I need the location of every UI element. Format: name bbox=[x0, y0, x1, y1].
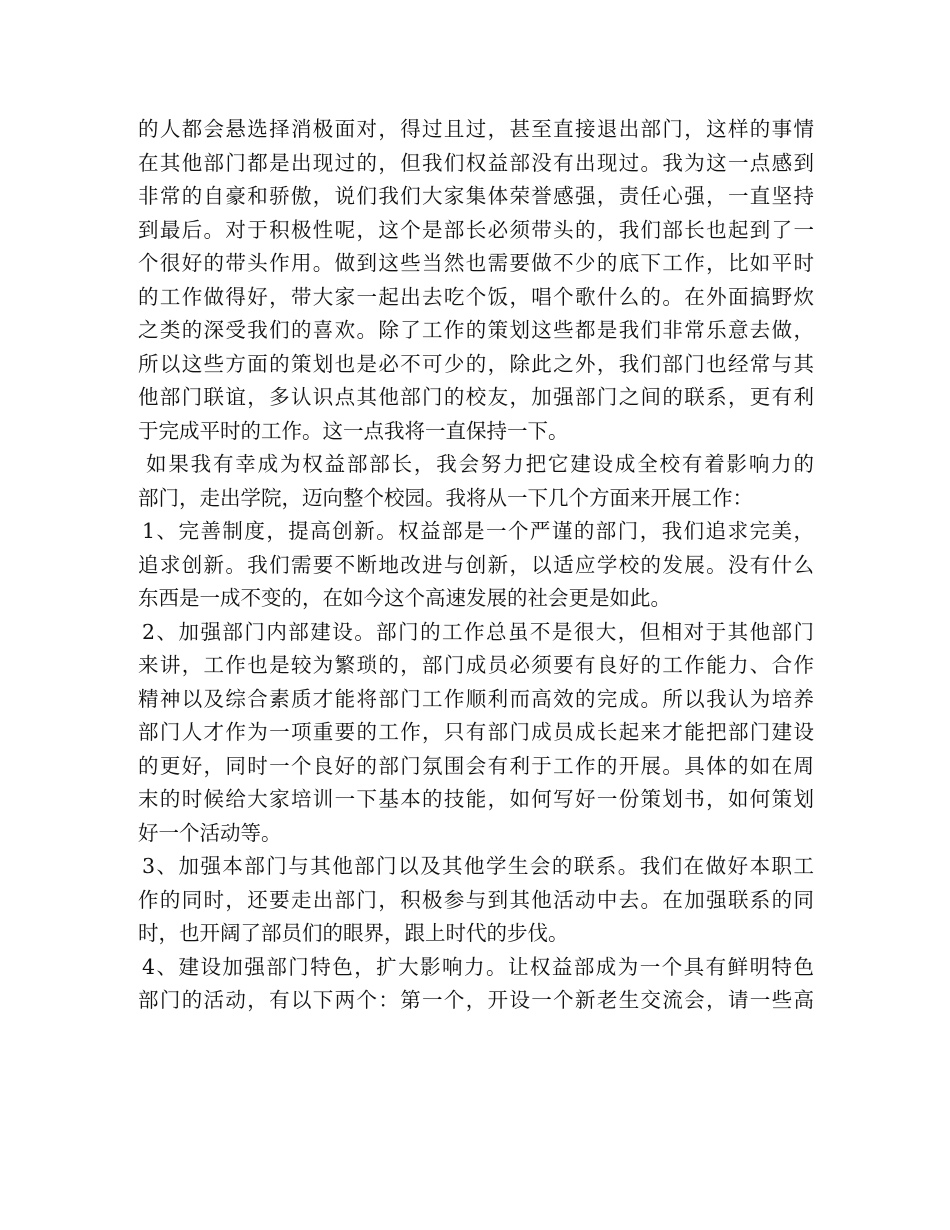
text-line: 个很好的带头作用。做到这些当然也需要做不少的底下工作，比如平时 bbox=[138, 251, 814, 275]
text-line: 到最后。对于积极性呢，这个是部长必须带头的，我们部长也起到了一 bbox=[138, 217, 814, 242]
text-line: 非常的自豪和骄傲，说们我们大家集体荣誉感强，责任心强，一直坚持 bbox=[138, 184, 814, 208]
text-line: 所以这些方面的策划也是必不可少的，除此之外，我们部门也经常与其 bbox=[138, 351, 814, 376]
text-line: 于完成平时的工作。这一点我将一直保持一下。 bbox=[138, 418, 569, 443]
text-line: 时，也开阔了部员们的眼界，跟上时代的步伐。 bbox=[138, 921, 569, 945]
list-item-2-first-line: 2、加强部门内部建设。部门的工作总虽不是很大，但相对于其他部门 bbox=[142, 619, 814, 644]
text-line: 在其他部门都是出现过的，但我们权益部没有出现过。我为这一点感到 bbox=[138, 150, 814, 175]
paragraph-first-line: 如果我有幸成为权益部部长，我会努力把它建设成全校有着影响力的 bbox=[146, 452, 814, 476]
text-line: 的工作做得好，带大家一起出去吃个饭，唱个歌什么的。在外面搞野炊 bbox=[138, 284, 814, 309]
text-line: 末的时候给大家培训一下基本的技能，如何写好一份策划书，如何策划 bbox=[138, 787, 814, 811]
list-item-1-first-line: 1、完善制度，提高创新。权益部是一个严谨的部门，我们追求完美， bbox=[142, 519, 814, 543]
text-line: 的人都会悬选择消极面对，得过且过，甚至直接退出部门，这样的事情 bbox=[138, 117, 814, 141]
text-line: 之类的深受我们的喜欢。除了工作的策划这些都是我们非常乐意去做， bbox=[138, 318, 814, 342]
list-item-3-first-line: 3、加强本部门与其他部门以及其他学生会的联系。我们在做好本职工 bbox=[142, 854, 814, 878]
list-item-4-first-line: 4、建设加强部门特色，扩大影响力。让权益部成为一个具有鲜明特色 bbox=[142, 954, 814, 979]
text-line: 东西是一成不变的，在如今这个高速发展的社会更是如此。 bbox=[138, 586, 671, 610]
text-line: 追求创新。我们需要不断地改进与创新，以适应学校的发展。没有什么 bbox=[138, 552, 814, 577]
text-line: 部门，走出学院，迈向整个校园。我将从一下几个方面来开展工作： bbox=[138, 485, 753, 510]
text-line: 精神以及综合素质才能将部门工作顺利而高效的完成。所以我认为培养 bbox=[138, 686, 814, 711]
text-line: 他部门联谊，多认识点其他部门的校友，加强部门之间的联系，更有利 bbox=[138, 385, 814, 409]
text-line: 的更好，同时一个良好的部门氛围会有利于工作的开展。具体的如在周 bbox=[138, 753, 814, 778]
text-line: 好一个活动等。 bbox=[138, 820, 282, 845]
text-line: 部门的活动，有以下两个：第一个，开设一个新老生交流会，请一些高 bbox=[138, 988, 814, 1012]
text-line: 作的同时，还要走出部门，积极参与到其他活动中去。在加强联系的同 bbox=[138, 887, 814, 912]
text-line: 部门人才作为一项重要的工作，只有部门成员成长起来才能把部门建设 bbox=[138, 720, 814, 744]
document-body bbox=[138, 113, 814, 1018]
text-line: 来讲，工作也是较为繁琐的，部门成员必须要有良好的工作能力、合作 bbox=[138, 653, 814, 677]
